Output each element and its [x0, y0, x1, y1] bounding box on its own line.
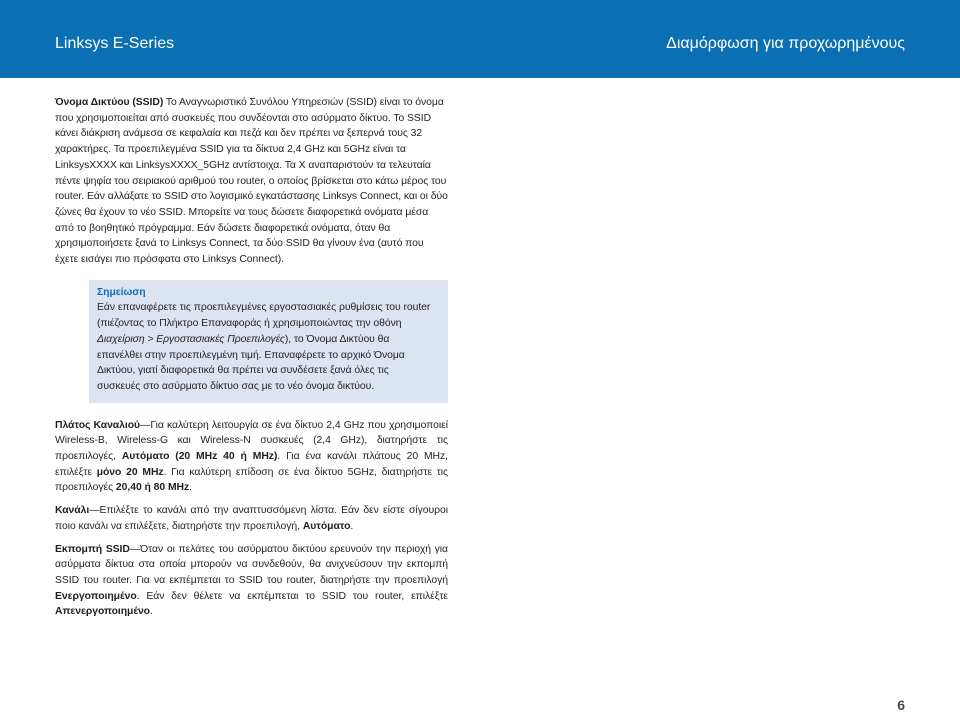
channel-bold-1: Αυτόματο — [302, 520, 351, 532]
content-column — [55, 95, 448, 627]
note-title: Σημείωση — [97, 286, 146, 298]
channel-text-1: Επιλέξτε το κανάλι από την αναπτυσσόμενη λίστα. Εάν δεν είστε σίγουροι ποιο κανάλι να επιλέξετε, διατηρήστε την προεπιλογή, — [55, 505, 448, 532]
channel-width-text-2: . Για ένα κανάλι πλάτους 20 MHz, επιλέξτε — [55, 451, 448, 478]
channel-paragraph — [55, 503, 448, 534]
channel-width-text-4: . — [189, 482, 192, 494]
note-body — [97, 300, 434, 394]
broadcast-bold-2: Απενεργοποιημένο — [55, 606, 150, 618]
note-text-2: ), το Όνομα Δικτύου θα επανέλθει στην προεπιλεγμένη τιμή. Επαναφέρετε το αρχικό Όνομα Δικτύου, γιατί διαφορετικά θα πρέπει να συνδέσετε ξανά όλες τις συσκευές στο ασύρματο δίκτυο σας με το νέο όνομα δικτύου. — [97, 333, 405, 392]
channel-width-text-1: Για καλύτερη λειτουργία σε ένα δίκτυο 2,4 GHz που χρησιμοποιεί Wireless-B, Wireless-G και Wireless-N συσκευές (2,4 GHz), διατηρήστε τις προεπιλογές, — [55, 419, 448, 463]
channel-width-bold-1: Αυτόματο (20 MHz 40 ή MHz) — [121, 451, 278, 463]
channel-width-bold-3: 20,40 ή 80 MHz — [115, 482, 190, 494]
broadcast-paragraph — [55, 542, 448, 621]
channel-width-paragraph — [55, 418, 448, 497]
broadcast-term: Εκπομπή SSID — [55, 543, 130, 555]
broadcast-text-2: . Εάν δεν θέλετε να εκπέμπεται το SSID του router, επιλέξτε — [136, 590, 448, 602]
em-dash: — — [129, 543, 141, 555]
em-dash: — — [89, 505, 100, 517]
channel-width-text-3: . Για καλύτερη επίδοση σε ένα δίκτυο 5GHz, διατηρήστε τις προεπιλογές — [55, 466, 449, 494]
channel-width-term: Πλάτος Καναλιού — [55, 419, 140, 431]
channel-term: Κανάλι — [55, 505, 90, 517]
broadcast-bold-1: Ενεργοποιημένο — [55, 590, 137, 602]
note-menu-path: Διαχείριση > Εργοστασιακές Προεπιλογές — [97, 333, 285, 345]
channel-width-bold-2: μόνο 20 MHz — [96, 466, 164, 478]
ssid-paragraph — [55, 95, 448, 268]
ssid-term: Όνομα Δικτύου (SSID) — [55, 97, 164, 108]
broadcast-text-3: . — [149, 606, 153, 618]
page-header — [0, 0, 960, 78]
note-text-1: Εάν επαναφέρετε τις προεπιλεγμένες εργοστασιακές ρυθμίσεις του router (πιέζοντας το Πλήκτρο Επαναφοράς ή χρησιμοποιώντας την οθόνη — [97, 302, 431, 330]
channel-text-2: . — [350, 520, 354, 532]
ssid-text: Το Αναγνωριστικό Συνόλου Υπηρεσιών (SSID) είναι το όνομα που χρησιμοποιείται από συσκευές που συνδέονται στο ασύρματο δίκτυο. Το SSID κάνει διάκριση ανάμεσα σε κεφαλαία και πεζά και δεν πρέπει να ξεπερνά τους 32 χαρακτήρες. Τα προεπιλεγμένα SSID για τα δίκτυα 2,4 GHz και 5GHz είναι τα LinksysXXXX και LinksysXXXX_5GHz αντίστοιχα. Τα X αναπαριστούν τα τελευταία πέντε ψηφία του σειριακού αριθμού του router, ο οποίος βρίσκεται στο κάτω μέρος του router. Εάν αλλάξατε το SSID στο λογισμικό εγκατάστασης Linksys Connect, και οι δύο ζώνες θα έχουν το νέο SSID. Μπορείτε να τους δώσετε διαφορετικά ονόματα μέσα από το βοηθητικό πρόγραμμα. Εάν δώσετε διαφορετικά ονόματα, όταν θα χρησιμοποιήσετε ξανά το Linksys Connect, τα δύο SSID θα γίνουν ένα (αυτό που έχετε εισάγει πιο πρόσφατα στο Linksys Connect). — [55, 97, 448, 266]
note-box — [89, 280, 448, 403]
section-title: Διαμόρφωση για προχωρημένους — [666, 35, 905, 52]
product-title: Linksys E-Series — [55, 35, 175, 52]
page-number: 6 — [897, 697, 905, 713]
broadcast-text-1: Όταν οι πελάτες του ασύρματου δικτύου ερευνούν την περιοχή για ασύρματα δίκτυα στα οποία μπορούν να συνδεθούν, θα ανιχνεύσουν την εκπομπή SSID του router. Για να εκπέμπεται το SSID του router, διατηρήστε την προεπιλογή — [55, 543, 449, 586]
em-dash: — — [140, 419, 151, 431]
